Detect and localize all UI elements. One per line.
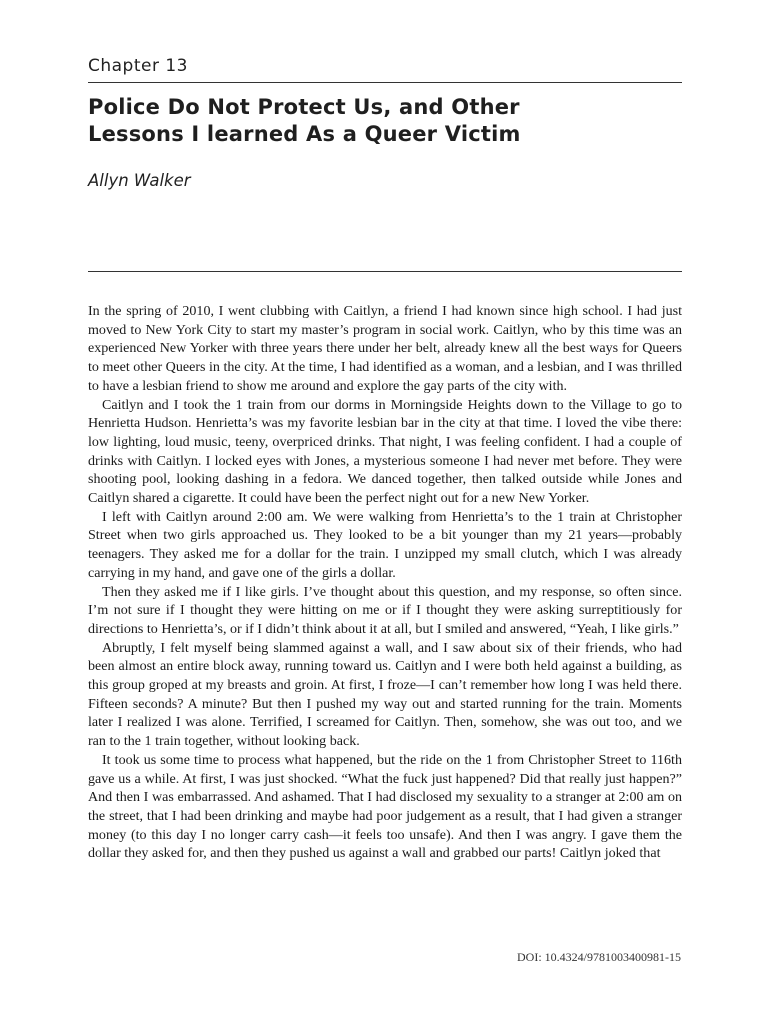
header-rule xyxy=(88,82,682,83)
paragraph: In the spring of 2010, I went clubbing with Caitlyn, a friend I had known since high school. I had just moved to New York City to start my master’s program in social work. Caitlyn, who by this time was an experienced New Yorker with three years there under her belt, already knew all the best ways for Queers to meet other Queers in the city. At the time, I had identified as a woman, and a lesbian, and I was thrilled to have a lesbian friend to show me around and explore the gay parts of the city with. xyxy=(88,303,682,394)
doi-footer: DOI: 10.4324/9781003400981-15 xyxy=(517,950,681,964)
paragraph: Abruptly, I felt myself being slammed against a wall, and I saw about six of their friends, who had been almost an entire block away, running toward us. Caitlyn and I were both held against a building, as this group groped at my breasts and groin. At first, I froze—I can’t remember how long I was held there. Fifteen seconds? A minute? But then I pushed my way out and started running for the train. Moments later I realized I was alone. Terrified, I screamed for Caitlyn. Then, somehow, she was out too, and we ran to the 1 train together, without looking back. xyxy=(88,639,682,750)
paragraph: I left with Caitlyn around 2:00 am. We were walking from Henrietta’s to the 1 train at Christopher Street when two girls approached us. They looked to be a bit younger than my 21 years—probably teenagers. They asked me for a dollar for the train. I unzipped my small clutch, which I was already carrying in my hand, and gave one of the girls a dollar. xyxy=(88,508,682,581)
chapter-title-line-1: Police Do Not Protect Us, and Other xyxy=(88,95,520,119)
body-text xyxy=(88,302,682,863)
chapter-title xyxy=(88,94,682,148)
chapter-label: Chapter 13 xyxy=(88,56,189,76)
chapter-title-line-2: Lessons I learned As a Queer Victim xyxy=(88,122,521,146)
paragraph: Caitlyn and I took the 1 train from our dorms in Morningside Heights down to the Village to go to Henrietta Hudson. Henrietta’s was my favorite lesbian bar in the city at that time. I loved the vibe there: low lighting, loud music, teeny, overpriced drinks. That night, I was feeling confident. I had a couple of drinks with Caitlyn. I locked eyes with Jones, a mysterious someone I had never met before. They were shooting pool, looking dashing in a fedora. We danced together, then talked outside while Jones and Caitlyn shared a cigarette. It could have been the perfect night out for a new New Yorker. xyxy=(88,396,682,507)
title-block-rule xyxy=(88,271,682,272)
author-name: Allyn Walker xyxy=(88,171,191,190)
paragraph: It took us some time to process what happened, but the ride on the 1 from Christopher Street to 116th gave us a while. At first, I was just shocked. “What the fuck just happened? Did that really just happen?” And then I was embarrassed. And ashamed. That I had disclosed my sexuality to a stranger at 2:00 am on the street, that I had been drinking and maybe had poor judgement as a result, that I had given a stranger money (to this day I no longer carry cash—it feels too unsafe). And then I was angry. I gave them the dollar they asked for, and then they pushed us against a wall and grabbed our parts! Caitlyn joked that xyxy=(88,751,682,862)
book-page xyxy=(88,0,682,1024)
paragraph: Then they asked me if I like girls. I’ve thought about this question, and my response, so often since. I’m not sure if I thought they were hitting on me or if I thought they were asking surreptitiously for directions to Henrietta’s, or if I didn’t think about it at all, but I smiled and answered, “Yeah, I like girls.” xyxy=(88,583,682,637)
